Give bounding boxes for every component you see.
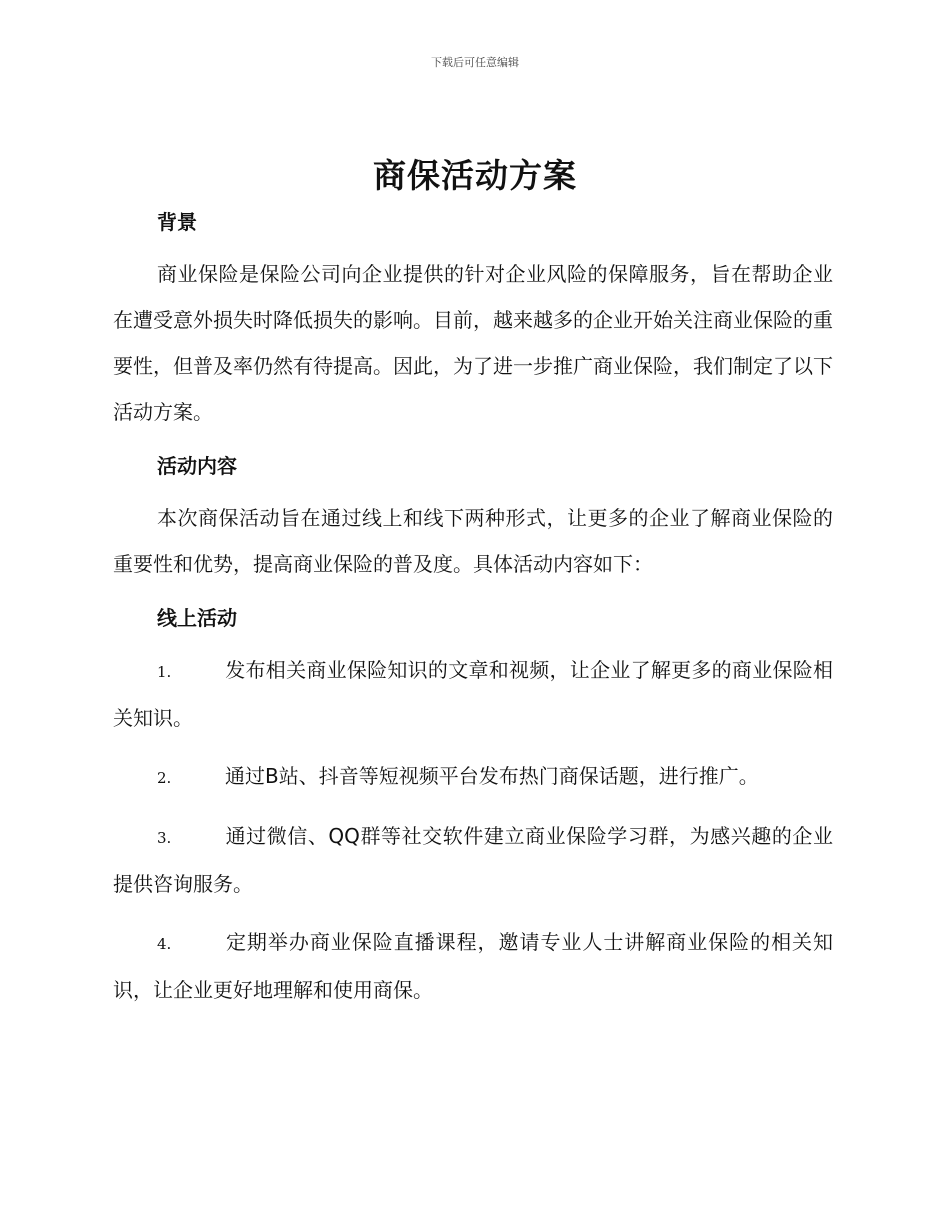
list-item-number: 4. <box>157 935 172 953</box>
list-item-number: 1. <box>157 663 172 681</box>
section-heading-background: 背景 <box>157 210 197 234</box>
section-heading-online: 线上活动 <box>157 606 237 630</box>
document-body <box>113 203 833 1025</box>
list-item <box>113 813 833 907</box>
list-item-text: 通过微信、QQ群等社交软件建立商业保险学习群，为感兴趣的企业提供咨询服务。 <box>113 824 833 896</box>
online-activity-list <box>113 647 833 1013</box>
list-item <box>113 647 833 741</box>
list-item <box>113 919 833 1013</box>
activity-paragraph: 本次商保活动旨在通过线上和线下两种形式，让更多的企业了解商业保险的重要性和优势，提高商业保险的普及度。具体活动内容如下： <box>113 506 833 576</box>
list-item-text: 定期举办商业保险直播课程，邀请专业人士讲解商业保险的相关知识，让企业更好地理解和使用商保。 <box>113 930 833 1002</box>
list-item-number: 3. <box>157 829 172 847</box>
list-item-text: 通过B站、抖音等短视频平台发布热门商保话题，进行推广。 <box>225 764 759 788</box>
background-paragraph: 商业保险是保险公司向企业提供的针对企业风险的保障服务，旨在帮助企业在遭受意外损失时降低损失的影响。目前，越来越多的企业开始关注商业保险的重要性，但普及率仍然有待提高。因此，为了进一步推广商业保险，我们制定了以下活动方案。 <box>113 262 833 424</box>
section-heading-activity: 活动内容 <box>157 454 237 478</box>
document-title: 商保活动方案 <box>373 156 577 195</box>
header-note: 下载后可任意编辑 <box>431 56 519 69</box>
list-item <box>113 753 833 801</box>
list-item-text: 发布相关商业保险知识的文章和视频，让企业了解更多的商业保险相关知识。 <box>113 658 833 730</box>
list-item-number: 2. <box>157 769 172 787</box>
